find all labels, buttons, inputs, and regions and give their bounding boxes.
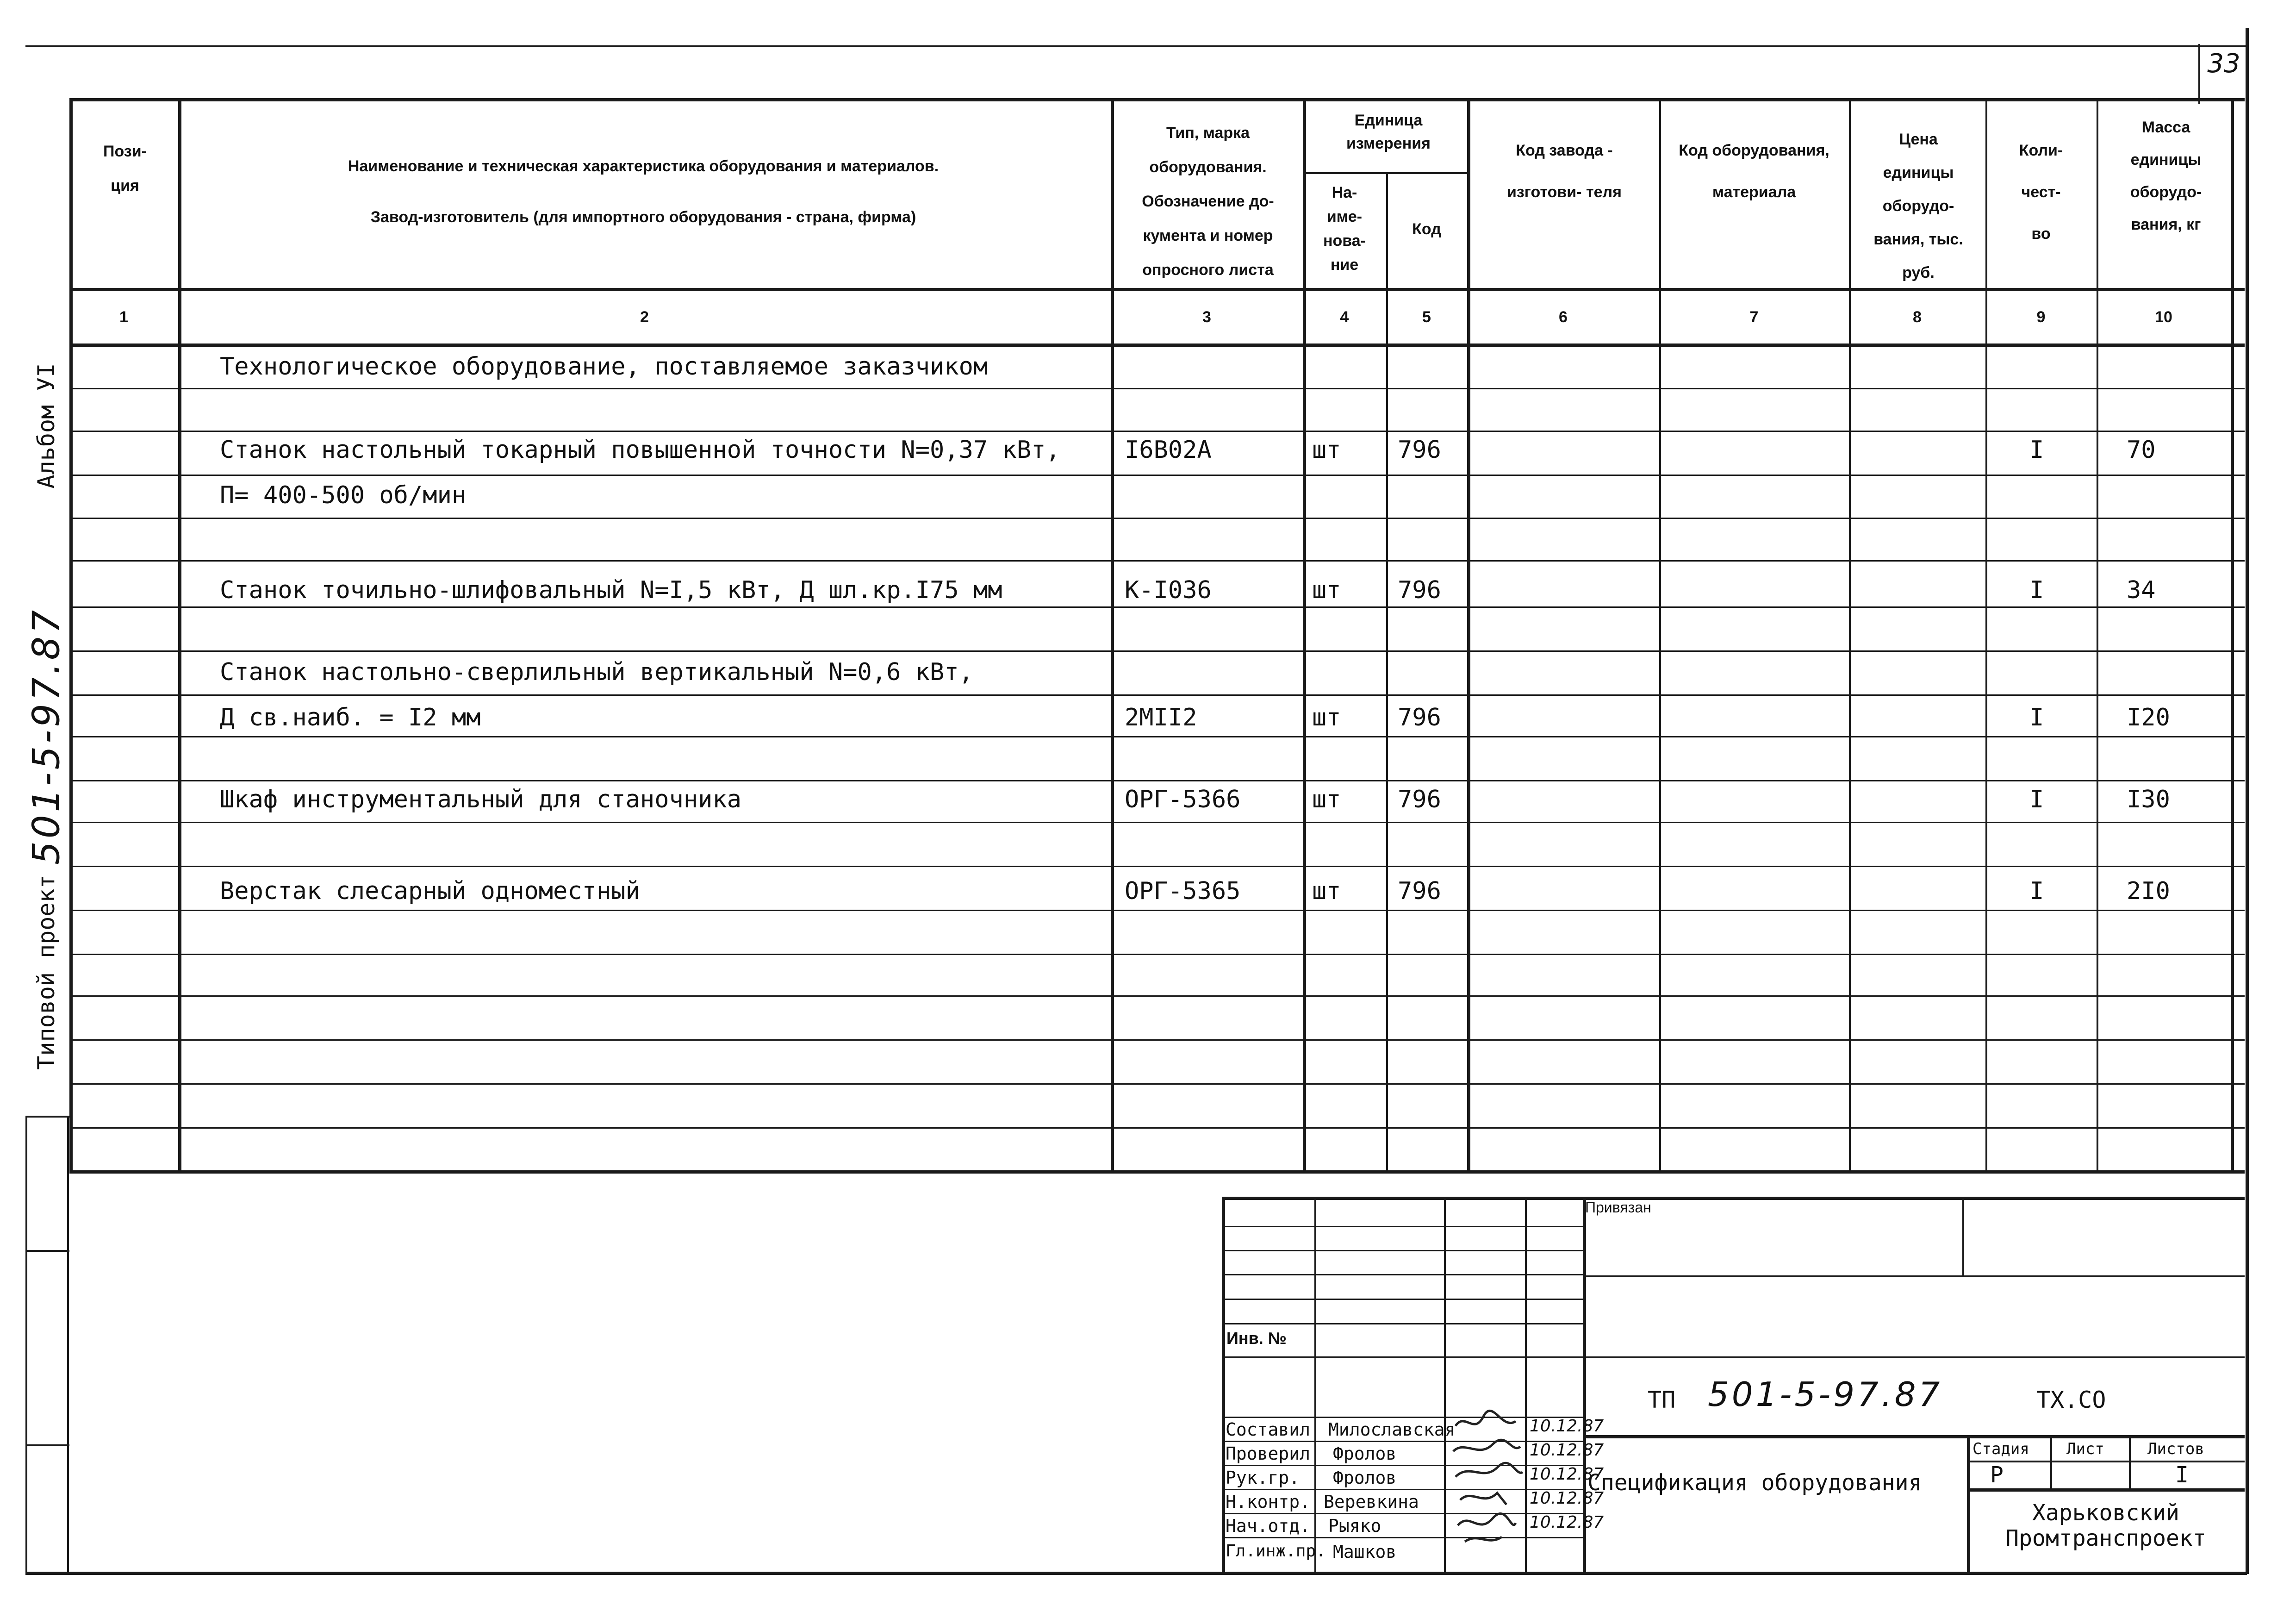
col-number-7: 7	[1749, 308, 1759, 326]
table-row-code: 796	[1398, 704, 1441, 731]
tb-top	[1222, 1197, 2245, 1200]
tb-stage-label: Стадия	[1972, 1440, 2029, 1458]
table-row-name: Станок точильно-шлифовальный N=I,5 кВт, Д шл.кр.I75 мм	[220, 576, 1002, 604]
table-row-type: ОРГ-5365	[1125, 877, 1241, 905]
row-line	[69, 560, 2245, 562]
table-row-qty: I	[2029, 704, 2044, 731]
table-row-name: Шкаф инструментальный для станочника	[220, 786, 742, 813]
table-row-type: I6B02A	[1125, 436, 1212, 464]
tb-grid-h	[1222, 1417, 1583, 1418]
header-price: Цена единицы оборудо- вания, тыс. руб.	[1873, 131, 1963, 281]
margin-strip-top	[25, 1116, 69, 1118]
col-line-8	[1985, 98, 1987, 1172]
row-line	[69, 518, 2245, 519]
header-type: Тип, марка оборудования. Обозначение до- кумента и номер опросного листа	[1142, 124, 1274, 279]
sheet-number: 33	[2207, 49, 2240, 79]
tb-person: Фролов	[1333, 1468, 1397, 1488]
margin-label-album: Альбом УI	[33, 363, 60, 489]
col-line-5	[1467, 98, 1470, 1172]
tb-grid-h	[1222, 1441, 1583, 1442]
tb-grid-h	[1222, 1489, 1583, 1490]
margin-label-project: Типовой проект	[33, 874, 60, 1070]
row-line	[69, 650, 2245, 652]
table-row-qty: I	[2029, 436, 2044, 464]
table-row-mass: 70	[2127, 436, 2156, 464]
col-number-5: 5	[1422, 308, 1431, 326]
colnum-bottom-line	[69, 344, 2245, 347]
margin-label-project-code: 501-5-97.87	[25, 607, 68, 865]
row-line	[69, 606, 2245, 608]
row-line	[69, 866, 2245, 867]
col-line-0	[69, 98, 73, 1172]
tb-organization-line1: Харьковский	[2032, 1500, 2179, 1526]
col-line-9	[2097, 98, 2098, 1172]
tb-attached: Привязан	[1585, 1199, 1651, 1216]
col-number-4: 4	[1340, 308, 1349, 326]
col-line-3	[1303, 98, 1306, 1172]
tb-attached-bottom	[1583, 1275, 2245, 1277]
tb-person: Веревкина	[1324, 1492, 1419, 1512]
table-row-name: Станок настольный токарный повышенной точности N=0,37 кВт,	[220, 436, 1060, 464]
header-equipment-code: Код оборудования, материала	[1679, 142, 1829, 201]
row-line	[69, 910, 2245, 911]
table-row-mass: I30	[2127, 786, 2170, 813]
row-line	[69, 1039, 2245, 1041]
tb-role: Нач.отд.	[1226, 1516, 1311, 1536]
row-line	[69, 431, 2245, 432]
table-row-unit: шт	[1312, 576, 1341, 604]
tb-person: Фролов	[1333, 1443, 1397, 1464]
table-bottom-line	[69, 1170, 2245, 1174]
header-name-line1: Наименование и техническая характеристика оборудования и материалов.	[348, 157, 939, 175]
header-unit-code: Код	[1412, 220, 1441, 238]
tb-code-number: 501-5-97.87	[1708, 1375, 1943, 1414]
row-line	[69, 388, 2245, 389]
tb-line-above-code	[1583, 1356, 2245, 1358]
tb-role: Рук.гр.	[1226, 1468, 1300, 1488]
tb-sheets-label: Листов	[2147, 1440, 2204, 1458]
tb-grid-h	[1222, 1465, 1583, 1466]
col-number-8: 8	[1913, 308, 1922, 326]
tb-grid-h	[1222, 1299, 1583, 1300]
col-number-6: 6	[1559, 308, 1568, 326]
col-line-2	[1111, 98, 1114, 1172]
tb-role: Гл.инж.пр.	[1226, 1542, 1326, 1561]
table-row-type: 2МII2	[1125, 704, 1197, 731]
header-mass: Масса единицы оборудо- вания, кг	[2130, 119, 2202, 233]
header-unit: Единица измерения	[1346, 112, 1431, 152]
table-row-code: 796	[1398, 576, 1441, 604]
col-number-9: 9	[2036, 308, 2046, 326]
col-line-1	[178, 98, 181, 1172]
tb-role: Составил	[1226, 1419, 1311, 1440]
table-row-qty: I	[2029, 877, 2044, 905]
tb-date: 10.12.87	[1530, 1465, 1604, 1484]
table-row-name: Верстак слесарный одноместный	[220, 877, 640, 905]
table-row-unit: шт	[1312, 786, 1341, 813]
table-row-mass: 2I0	[2127, 877, 2170, 905]
margin-strip-line-2	[67, 1116, 69, 1574]
tb-grid-h	[1222, 1513, 1583, 1514]
table-row-unit: шт	[1312, 704, 1341, 731]
table-row-mass: 34	[2127, 576, 2156, 604]
frame-bottom-edge	[25, 1572, 2247, 1575]
tb-organization-line2: Промтранспроект	[2005, 1525, 2206, 1551]
tb-stage-row-line	[1967, 1461, 2245, 1462]
table-row-name: П= 400-500 об/мин	[220, 481, 467, 509]
tb-stage-col	[2050, 1435, 2052, 1488]
tb-date: 10.12.87	[1530, 1441, 1604, 1460]
col-line-6	[1659, 98, 1661, 1172]
tb-grid-h	[1222, 1356, 1583, 1358]
tb-grid-h	[1222, 1250, 1583, 1251]
tb-inv-no: Инв. №	[1226, 1329, 1287, 1348]
tb-role: Н.контр.	[1226, 1492, 1311, 1512]
header-factory-code: Код завода - изготови- теля	[1507, 142, 1622, 201]
header-name-line2: Завод-изготовитель (для импортного оборудования - страна, фирма)	[370, 208, 916, 226]
sheet-number-box-left	[2198, 44, 2200, 104]
tb-grid-v	[1444, 1197, 1446, 1572]
row-line	[69, 954, 2245, 955]
tb-sheets-value: I	[2175, 1462, 2189, 1488]
table-row-unit: шт	[1312, 877, 1341, 905]
table-row-mass: I20	[2127, 704, 2170, 731]
tb-date: 10.12.87	[1530, 1417, 1604, 1436]
tb-grid-h	[1222, 1274, 1583, 1275]
header-position: Пози- ция	[103, 143, 147, 194]
top-border-line	[25, 45, 2247, 47]
margin-strip-line	[25, 1116, 27, 1574]
tb-sheet-label: Лист	[2066, 1440, 2104, 1458]
col-number-2: 2	[640, 308, 649, 326]
table-row-type: ОРГ-5366	[1125, 786, 1241, 813]
row-line	[69, 736, 2245, 737]
signature-marks	[1446, 1407, 1525, 1569]
tb-stage-col	[2129, 1435, 2131, 1488]
tb-line-below-code	[1583, 1435, 2245, 1438]
tb-grid-h	[1222, 1226, 1583, 1227]
row-line	[69, 475, 2245, 476]
tb-person: Рыяко	[1328, 1516, 1381, 1536]
col-number-10: 10	[2155, 308, 2172, 326]
tb-title: Спецификация оборудования	[1587, 1470, 1922, 1496]
table-top-line	[69, 98, 2245, 101]
tb-code-suffix: ТХ.СО	[2036, 1387, 2106, 1413]
header-quantity: Коли- чест- во	[2019, 142, 2063, 243]
unit-sub-line	[1303, 172, 1467, 174]
margin-strip-mid	[25, 1250, 69, 1252]
tb-role: Проверил	[1226, 1443, 1311, 1464]
tb-date: 10.12.87	[1530, 1513, 1604, 1532]
table-row-qty: I	[2029, 576, 2044, 604]
frame-right-edge	[2246, 28, 2249, 1574]
tb-grid-v	[1314, 1197, 1316, 1572]
col-number-3: 3	[1202, 308, 1211, 326]
tb-left	[1222, 1197, 1225, 1572]
tb-grid-h	[1222, 1323, 1583, 1324]
tb-code-prefix: ТП	[1648, 1387, 1676, 1413]
table-row-code: 796	[1398, 436, 1441, 464]
col-line-7	[1849, 98, 1851, 1172]
margin-strip-mid2	[25, 1444, 69, 1446]
tb-date: 10.12.87	[1530, 1489, 1604, 1508]
row-line	[69, 995, 2245, 997]
tb-attached-split	[1962, 1197, 1964, 1275]
tb-stage-value: Р	[1990, 1462, 2004, 1488]
tb-grid-v	[1525, 1197, 1527, 1572]
table-row-name: Станок настольно-сверлильный вертикальный N=0,6 кВт,	[220, 658, 973, 686]
table-row-type: К-I036	[1125, 576, 1212, 604]
row-line	[69, 694, 2245, 696]
table-row-unit: шт	[1312, 436, 1341, 464]
header-unit-name: На- име- нова- ние	[1323, 184, 1366, 274]
row-line	[69, 822, 2245, 823]
table-row-name: Д св.наиб. = I2 мм	[220, 704, 481, 731]
row-line	[69, 780, 2245, 781]
tb-grid-h	[1222, 1537, 1583, 1538]
tb-stage-bottom	[1967, 1488, 2245, 1492]
col-number-1: 1	[119, 308, 128, 326]
col-line-10	[2231, 98, 2234, 1172]
tb-person: Милославская	[1328, 1419, 1456, 1440]
row-line	[69, 1127, 2245, 1129]
table-row-name: Технологическое оборудование, поставляемое заказчиком	[220, 353, 988, 381]
table-row-qty: I	[2029, 786, 2044, 813]
table-row-code: 796	[1398, 786, 1441, 813]
row-line	[69, 1083, 2245, 1085]
tb-person: Машков	[1333, 1542, 1397, 1562]
table-row-code: 796	[1398, 877, 1441, 905]
